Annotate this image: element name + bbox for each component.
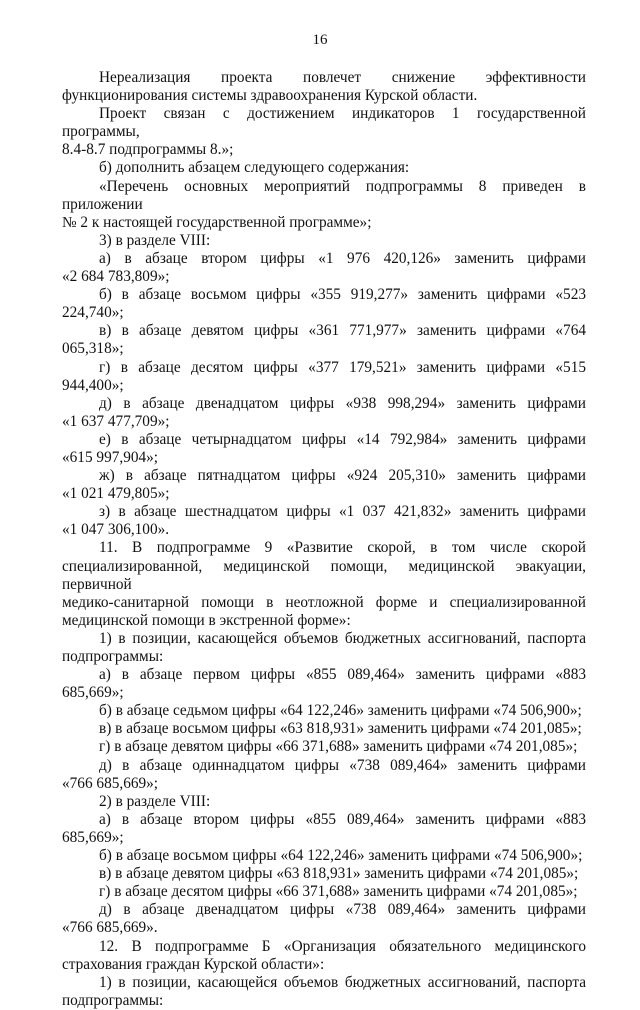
text-line: а) в абзаце втором цифры «855 089,464» заменить цифрами «883 685,669»; (62, 810, 586, 846)
text-line: е) в абзаце четырнадцатом цифры «14 792,984» заменить цифрами (99, 430, 586, 448)
text-line: «1 047 306,100». (62, 521, 170, 539)
text-line: г) в абзаце девятом цифры «66 371,688» заменить цифрами «74 201,085»; (99, 738, 578, 756)
document-body (62, 69, 586, 1010)
text-line: страхования граждан Курской области»: (62, 955, 325, 973)
text-line: Нереализация проекта повлечет снижение эффективности (99, 69, 586, 86)
text-line: в) в абзаце девятом цифры «361 771,977» заменить цифрами «764 065,318»; (62, 322, 586, 358)
text-line: д) в абзаце одиннадцатом цифры «738 089,464» заменить цифрами (99, 756, 586, 774)
text-line: подпрограммы: (62, 648, 164, 665)
text-line: д) в абзаце двенадцатом цифры «938 998,294» заменить цифрами (99, 394, 586, 412)
text-line: 2) в разделе VIII: (99, 792, 211, 810)
text-line: № 2 к настоящей государственной программе»; (62, 213, 372, 231)
text-line: «1 021 479,805»; (62, 485, 170, 503)
text-line: «766 685,669»; (62, 774, 159, 792)
text-line: медицинской помощи в экстренной форме»: (62, 611, 351, 629)
text-line: в) в абзаце восьмом цифры «63 818,931» заменить цифрами «74 201,085»; (99, 720, 582, 738)
text-line: медико-санитарной помощи в неотложной форме и специализированной (62, 593, 586, 611)
text-line: «766 685,669». (62, 919, 158, 937)
text-line: специализированной, медицинской помощи, медицинской эвакуации, первичной (62, 557, 586, 593)
text-line: 8.4-8.7 подпрограммы 8.»; (62, 141, 234, 159)
text-line: б) в абзаце седьмом цифры «64 122,246» заменить цифрами «74 506,900»; (99, 702, 582, 720)
text-line: функционирования системы здравоохранения Курской области. (62, 87, 478, 105)
text-line: в) в абзаце девятом цифры «63 818,931» заменить цифрами «74 201,085»; (99, 865, 579, 883)
text-line: 1) в позиции, касающейся объемов бюджетных ассигнований, паспорта (99, 629, 586, 647)
text-line: «1 637 477,709»; (62, 412, 170, 430)
text-line: д) в абзаце двенадцатом цифры «738 089,464» заменить цифрами (99, 901, 586, 919)
text-line: «615 997,904»; (62, 448, 159, 466)
text-line: 12. В подпрограмме Б «Организация обязательного медицинского (99, 937, 586, 955)
text-line: Проект связан с достижением индикаторов 1 государственной программы, (62, 105, 586, 141)
text-line: б) дополнить абзацем следующего содержания: (99, 159, 410, 177)
text-line: а) в абзаце втором цифры «1 976 420,126» заменить цифрами (99, 249, 586, 267)
text-line: ж) в абзаце пятнадцатом цифры «924 205,310» заменить цифрами (99, 467, 586, 485)
page-number: 16 (312, 32, 328, 48)
text-line: г) в абзаце десятом цифры «66 371,688» заменить цифрами «74 201,085»; (99, 883, 578, 901)
text-line: 11. В подпрограмме 9 «Развитие скорой, в том числе скорой (99, 539, 586, 557)
text-line: б) в абзаце восьмом цифры «355 919,277» заменить цифрами «523 224,740»; (62, 286, 586, 322)
text-line: 1) в позиции, касающейся объемов бюджетных ассигнований, паспорта (99, 973, 586, 991)
text-line: б) в абзаце восьмом цифры «64 122,246» заменить цифрами «74 506,900»; (99, 847, 583, 865)
text-line: «2 684 783,809»; (62, 268, 170, 286)
text-line: г) в абзаце десятом цифры «377 179,521» заменить цифрами «515 944,400»; (62, 358, 586, 394)
text-line: 3) в разделе VIII: (99, 231, 211, 249)
text-line: «Перечень основных мероприятий подпрограммы 8 приведен в приложении (62, 177, 586, 213)
text-line: а) в абзаце первом цифры «855 089,464» заменить цифрами «883 685,669»; (62, 666, 586, 702)
text-line: з) в абзаце шестнадцатом цифры «1 037 421,832» заменить цифрами (99, 503, 586, 521)
text-line: подпрограммы: (62, 991, 164, 1009)
